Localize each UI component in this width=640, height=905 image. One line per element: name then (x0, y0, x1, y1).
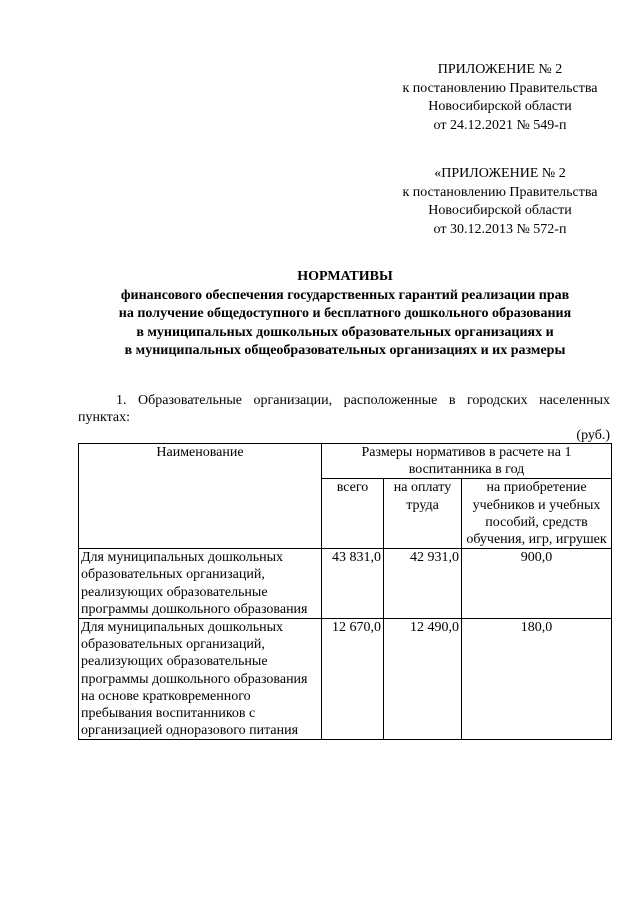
document-title (60, 268, 630, 361)
row-total: 43 831,0 (322, 549, 384, 619)
title-line-3: в муниципальных дошкольных образовательных организациях и (136, 324, 554, 340)
row-books: 900,0 (462, 549, 612, 619)
title-heading: НОРМАТИВЫ (297, 269, 393, 284)
header-name: Наименование (79, 444, 322, 549)
section-1-paragraph (78, 392, 610, 426)
currency-unit: (руб.) (576, 428, 610, 443)
annex-original-title: «ПРИЛОЖЕНИЕ № 2 (434, 166, 566, 181)
row-name: Для муниципальных дошкольных образовательных организаций, реализующих образовательные программы дошкольного образования (79, 549, 322, 619)
title-line-2: на получение общедоступного и бесплатного дошкольного образования (118, 306, 572, 321)
row-labor: 12 490,0 (384, 619, 462, 740)
title-line-4: в муниципальных общеобразовательных организациях и их размеры (124, 343, 566, 358)
annex-current-date: от 24.12.2021 № 549-п (433, 117, 567, 133)
header-total: всего (322, 479, 384, 549)
section-1-line-2: пунктах: (78, 410, 130, 425)
row-total: 12 670,0 (322, 619, 384, 740)
table-header-row (79, 444, 612, 479)
row-name: Для муниципальных дошкольных образовательных организаций, реализующих образовательные программы дошкольного образования на основе кратковременного пребывания воспитанников с организацией одноразового питания (79, 619, 322, 740)
header-books: на приобретение учебников и учебных пособий, средств обучения, игр, игрушек (462, 479, 612, 549)
row-labor: 42 931,0 (384, 549, 462, 619)
row-books: 180,0 (462, 619, 612, 740)
annex-original-block (380, 165, 620, 239)
title-line-1: финансового обеспечения государственных гарантий реализации прав (120, 287, 570, 303)
header-labor: на оплату труда (384, 479, 462, 549)
norms-table (78, 443, 612, 740)
annex-original-resolution: к постановлению Правительства (402, 184, 598, 200)
annex-original-region: Новосибирской области (428, 203, 572, 218)
table-row (79, 619, 612, 740)
annex-current-block (380, 61, 620, 135)
table-row (79, 549, 612, 619)
annex-original-date: от 30.12.2013 № 572-п (433, 221, 567, 237)
annex-current-resolution: к постановлению Правительства (402, 80, 598, 96)
annex-current-title: ПРИЛОЖЕНИЕ № 2 (437, 62, 563, 77)
annex-current-region: Новосибирской области (428, 99, 572, 114)
header-group: Размеры нормативов в расчете на 1 воспитанника в год (322, 444, 612, 479)
section-1-line-1: 1. Образовательные организации, расположенные в городских населенных (116, 393, 610, 408)
